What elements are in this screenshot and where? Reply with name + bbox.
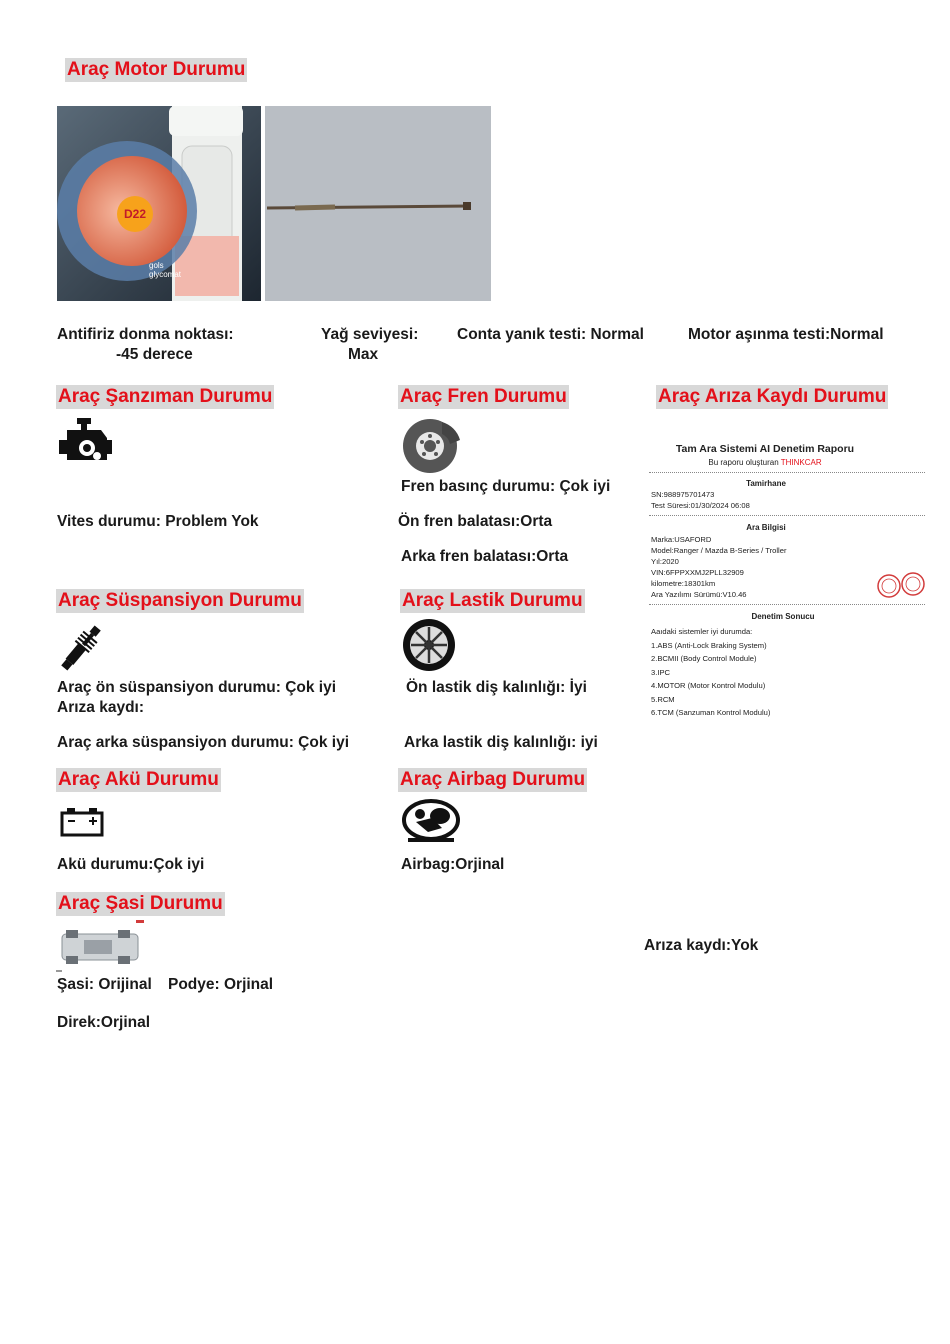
shock-absorber-icon <box>58 622 104 679</box>
engine-gear-icon <box>57 416 113 477</box>
report-subtitle: Bu raporu oluşturan THINKCAR <box>708 458 822 467</box>
oil-level-value: Max <box>348 346 379 363</box>
tire-wheel-icon <box>402 618 456 677</box>
report-test-time: Test Süresi:01/30/2024 06:08 <box>651 501 750 510</box>
car-chassis-icon <box>56 920 148 977</box>
svg-text:gols: gols <box>149 261 164 270</box>
coolant-photo <box>57 106 261 301</box>
fault-record-status: Arıza kaydı:Yok <box>644 937 759 954</box>
transmission-heading: Araç Şanzıman Durumu <box>58 386 273 407</box>
report-sn: SN:988975701473 <box>651 490 715 499</box>
rear-tire-tread: Arka lastik diş kalınlığı: iyi <box>404 734 598 751</box>
airbag-icon <box>402 798 460 851</box>
rear-suspension-status: Araç arka süspansiyon durumu: Çok iyi <box>57 734 350 751</box>
front-tire-tread: Ön lastik diş kalınlığı: İyi <box>406 679 587 696</box>
svg-text:D22: D22 <box>123 207 147 221</box>
report-year: Yıl:2020 <box>651 557 679 566</box>
gasket-test: Conta yanık testi: Normal <box>457 326 644 343</box>
report-result-intro: Aaıdaki sistemler iyi durumda: <box>651 627 753 636</box>
airbag-status: Airbag:Orjinal <box>401 856 505 873</box>
oil-dipstick-photo <box>265 106 491 301</box>
report-vehicle-heading: Ara Bilgisi <box>746 523 786 532</box>
tire-heading: Araç Lastik Durumu <box>402 590 583 611</box>
stamp-icon <box>875 570 927 605</box>
antifreeze-value: -45 derece <box>116 346 193 363</box>
body-status: Podye: Orjinal <box>168 976 274 993</box>
suspension-heading: Araç Süspansiyon Durumu <box>58 590 302 611</box>
engine-wear-test: Motor aşınma testi:Normal <box>688 326 884 343</box>
brake-pressure: Fren basınç durumu: Çok iyi <box>401 478 611 495</box>
rear-brake-pad: Arka fren balatası:Orta <box>401 548 569 565</box>
chassis-status: Şasi: Orijinal <box>57 976 152 993</box>
gear-status: Vites durumu: Problem Yok <box>57 513 259 530</box>
battery-icon <box>60 806 104 843</box>
svg-text:glycomat: glycomat <box>149 270 182 279</box>
battery-status: Akü durumu:Çok iyi <box>57 856 205 873</box>
brake-disc-icon <box>402 418 462 479</box>
motor-heading: Araç Motor Durumu <box>67 59 246 80</box>
oil-level-label: Yağ seviyesi: <box>321 326 419 343</box>
suspension-fault-record: Arıza kaydı: <box>57 699 145 716</box>
report-workshop-heading: Tamirhane <box>746 479 786 488</box>
report-system: 4.MOTOR (Motor Kontrol Modulu) <box>651 681 766 690</box>
report-vin: VIN:6FPPXXMJ2PLL32909 <box>651 568 744 577</box>
diagnostic-report <box>645 432 927 732</box>
front-suspension-status: Araç ön süspansiyon durumu: Çok iyi <box>57 679 337 696</box>
brake-heading: Araç Fren Durumu <box>400 386 567 407</box>
report-system: 2.BCMII (Body Control Module) <box>651 654 757 663</box>
airbag-heading: Araç Airbag Durumu <box>400 769 586 790</box>
report-km: kilometre:18301km <box>651 579 716 588</box>
front-brake-pad: Ön fren balatası:Orta <box>398 513 553 530</box>
report-model: Model:Ranger / Mazda B-Series / Troller <box>651 546 787 555</box>
report-title: Tam Ara Sistemi AI Denetim Raporu <box>675 443 855 455</box>
battery-heading: Araç Akü Durumu <box>58 769 219 790</box>
report-system: 6.TCM (Sanzuman Kontrol Modulu) <box>651 708 771 717</box>
fault-record-heading: Araç Arıza Kaydı Durumu <box>658 386 887 407</box>
report-system: 3.IPC <box>651 668 670 677</box>
report-system: 5.RCM <box>651 695 675 704</box>
chassis-heading: Araç Şasi Durumu <box>58 893 223 914</box>
antifreeze-label: Antifiriz donma noktası: <box>57 326 234 343</box>
report-make: Marka:USAFORD <box>651 535 712 544</box>
report-result-heading: Denetim Sonucu <box>751 612 815 621</box>
pillar-status: Direk:Orjinal <box>57 1014 151 1031</box>
report-software: Ara Yazılımı Sürümü:V10.46 <box>651 590 747 599</box>
report-system: 1.ABS (Anti-Lock Braking System) <box>651 641 767 650</box>
